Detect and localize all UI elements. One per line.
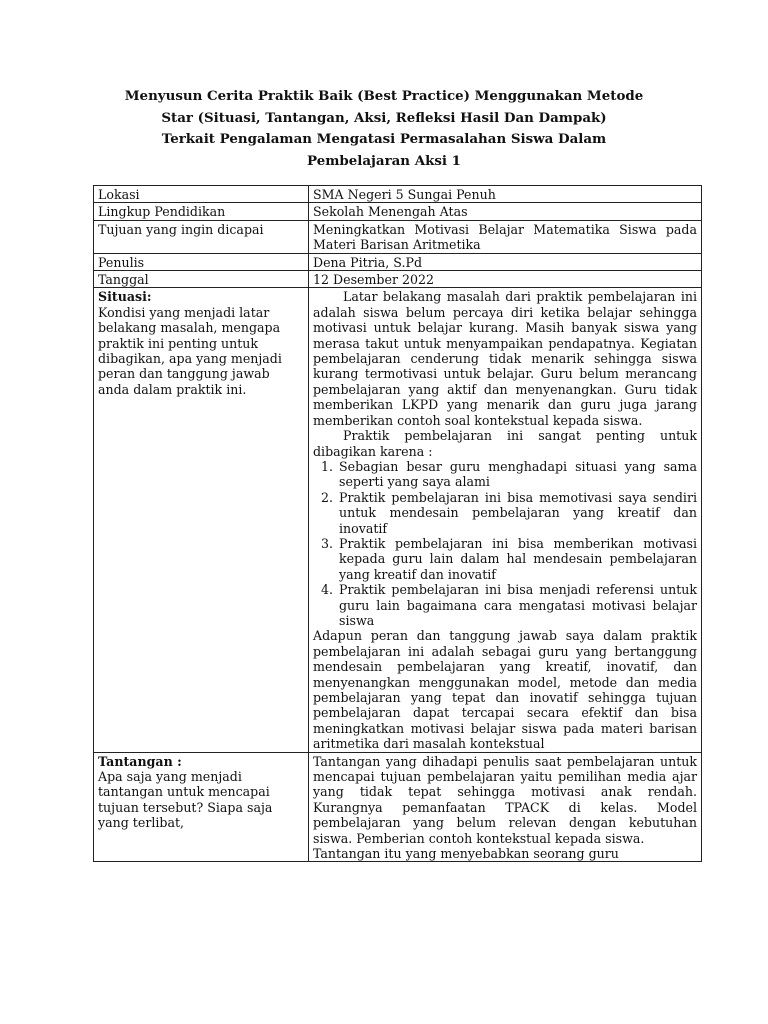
title-line-1: Menyusun Cerita Praktik Baik (Best Practice) Menggunakan Metode: [124, 88, 644, 104]
row-label-tujuan: Tujuan yang ingin dicapai: [94, 220, 309, 253]
title-line-3: Terkait Pengalaman Mengatasi Permasalahan Siswa Dalam: [161, 131, 607, 147]
table-row: [94, 271, 702, 288]
title-line-2: Star (Situasi, Tantangan, Aksi, Refleksi Hasil Dan Dampak): [161, 109, 607, 126]
row-value-tujuan: Meningkatkan Motivasi Belajar Matematika Siswa pada Materi Barisan Aritmetika: [309, 220, 702, 253]
table-row: [94, 220, 702, 253]
table-row-situasi: [94, 288, 702, 752]
row-value-lokasi: SMA Negeri 5 Sungai Penuh: [309, 186, 702, 203]
tantangan-prompt: Apa saja yang menjadi tantangan untuk mencapai tujuan tersebut? Siapa saja yang terlibat,: [98, 769, 273, 831]
list-item: 3. Praktik pembelajaran ini bisa memberikan motivasi kepada guru lain dalam hal mendesain pembelajaran yang kreatif dan inovatif: [337, 536, 697, 582]
row-label-tanggal: Tanggal: [94, 271, 309, 288]
row-label-penulis: Penulis: [94, 253, 309, 270]
row-value-tanggal: 12 Desember 2022: [309, 271, 702, 288]
table-row: [94, 253, 702, 270]
situasi-paragraph-3: Adapun peran dan tanggung jawab saya dalam praktik pembelajaran ini adalah sebagai guru yang bertanggung mendesain pembelajaran yang kreatif, inovatif, dan menyenangkan menggunakan model, metode dan media pembelajaran yang tepat dan inovatif sehingga tujuan pembelajaran dapat tercapai secara efektif dan bisa meningkatkan motivasi belajar siswa pada materi barisan aritmetika dari masalah kontekstual: [313, 628, 697, 752]
tantangan-paragraph-2: Tantangan itu yang menyebabkan seorang guru: [313, 846, 619, 862]
list-item: 2. Praktik pembelajaran ini bisa memotivasi saya sendiri untuk mendesain pembelajaran yang kreatif dan inovatif: [337, 490, 697, 536]
situasi-content-cell: [309, 288, 702, 752]
tantangan-label-cell: [94, 752, 309, 862]
row-value-lingkup: Sekolah Menengah Atas: [309, 203, 702, 220]
list-item: 4. Praktik pembelajaran ini bisa menjadi referensi untuk guru lain bagaimana cara mengatasi motivasi belajar siswa: [337, 582, 697, 628]
row-label-lingkup: Lingkup Pendidikan: [94, 203, 309, 220]
situasi-paragraph-2: Praktik pembelajaran ini sangat penting untuk dibagikan karena :: [313, 428, 697, 459]
situasi-label-cell: [94, 288, 309, 752]
table-row-tantangan: [94, 752, 702, 862]
situasi-prompt: Kondisi yang menjadi latar belakang masalah, mengapa praktik ini penting untuk dibagikan, apa yang menjadi peran dan tanggung jawab anda dalam praktik ini.: [98, 304, 282, 397]
situasi-paragraph-1: Latar belakang masalah dari praktik pembelajaran ini adalah siswa belum percaya diri ketika belajar sehingga motivasi untuk belajar kurang. Masih banyak siswa yang merasa takut untuk menyampaikan pendapatnya. Kegiatan pembelajaran cenderung tidak menarik sehingga siswa kurang termotivasi untuk belajar. Guru belum merancang pembelajaran yang aktif dan menyenangkan. Guru tidak memberikan LKPD yang menarik dan guru juga jarang memberikan contoh soal kontekstual kepada siswa.: [313, 289, 697, 428]
title-line-4: Pembelajaran Aksi 1: [307, 152, 461, 169]
tantangan-content-cell: [309, 752, 702, 862]
tantangan-heading: Tantangan :: [98, 753, 182, 769]
situasi-reason-list: [313, 459, 697, 628]
document-title: [90, 86, 678, 172]
row-value-penulis: Dena Pitria, S.Pd: [309, 253, 702, 270]
table-row: [94, 186, 702, 203]
tantangan-paragraph-1: Tantangan yang dihadapi penulis saat pembelajaran untuk mencapai tujuan pembelajaran yaitu pemilihan media ajar yang tidak tepat sehingga motivasi anak rendah. Kurangnya pemanfaatan TPACK di kelas. Model pembelajaran yang belum relevan dengan kebutuhan siswa. Pemberian contoh kontekstual kepada siswa.: [313, 753, 697, 846]
situasi-heading: Situasi:: [98, 289, 152, 305]
row-label-lokasi: Lokasi: [94, 186, 309, 203]
best-practice-table: [93, 185, 702, 862]
table-row: [94, 203, 702, 220]
list-item: 1. Sebagian besar guru menghadapi situasi yang sama seperti yang saya alami: [337, 459, 697, 490]
